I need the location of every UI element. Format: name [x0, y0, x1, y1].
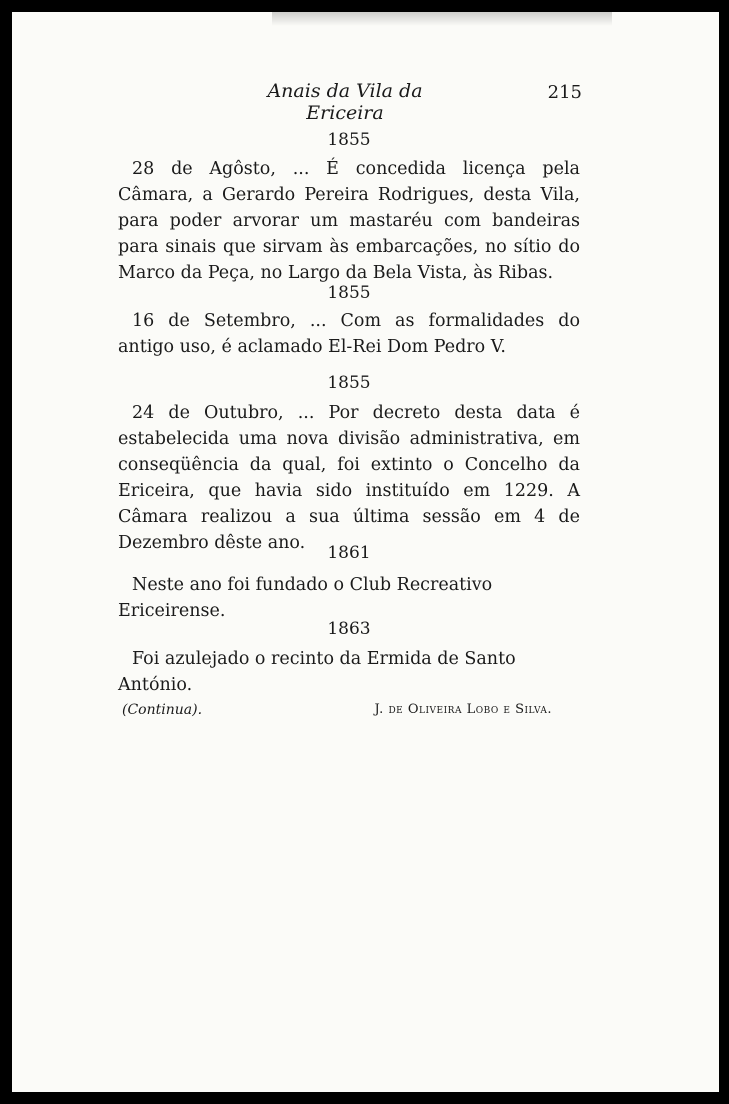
entry-text: 16 de Setembro, ... Com as formalidades do antigo uso, é aclamado El-Rei Dom Pedro V. [118, 311, 580, 357]
entry-year: 1855 [327, 283, 371, 303]
book-page [12, 12, 719, 1092]
running-header-title: Anais da Vila da Ericeira [267, 80, 423, 124]
entry-year: 1861 [327, 543, 371, 563]
entry-year: 1855 [327, 373, 371, 393]
entry-text: Foi azulejado o recinto da Ermida de Santo António. [118, 649, 516, 695]
scan-shadow [272, 12, 612, 26]
continua-note: (Continua). [122, 702, 203, 718]
entry-text: Neste ano foi fundado o Club Recreativo Ericeirense. [118, 575, 493, 621]
entry-year: 1863 [327, 619, 371, 639]
page-number: 215 [547, 82, 582, 103]
entry-year: 1855 [327, 130, 371, 150]
author-signature: J. de Oliveira Lobo e Silva. [374, 702, 552, 717]
entry-text: 28 de Agôsto, ... É concedida licença pela Câmara, a Gerardo Pereira Rodrigues, desta Vila, para poder arvorar um mastaréu com bandeiras para sinais que sirvam às embarcações, no sítio do Marco da Peça, no Largo da Bela Vista, às Ribas. [118, 159, 580, 283]
entry-text: 24 de Outubro, ... Por decreto desta data é estabelecida uma nova divisão administrativa, em conseqüência da qual, foi extinto o Concelho da Ericeira, que havia sido instituído em 1229. A Câmara realizou a sua última sessão em 4 de Dezembro dêste ano. [118, 403, 580, 553]
